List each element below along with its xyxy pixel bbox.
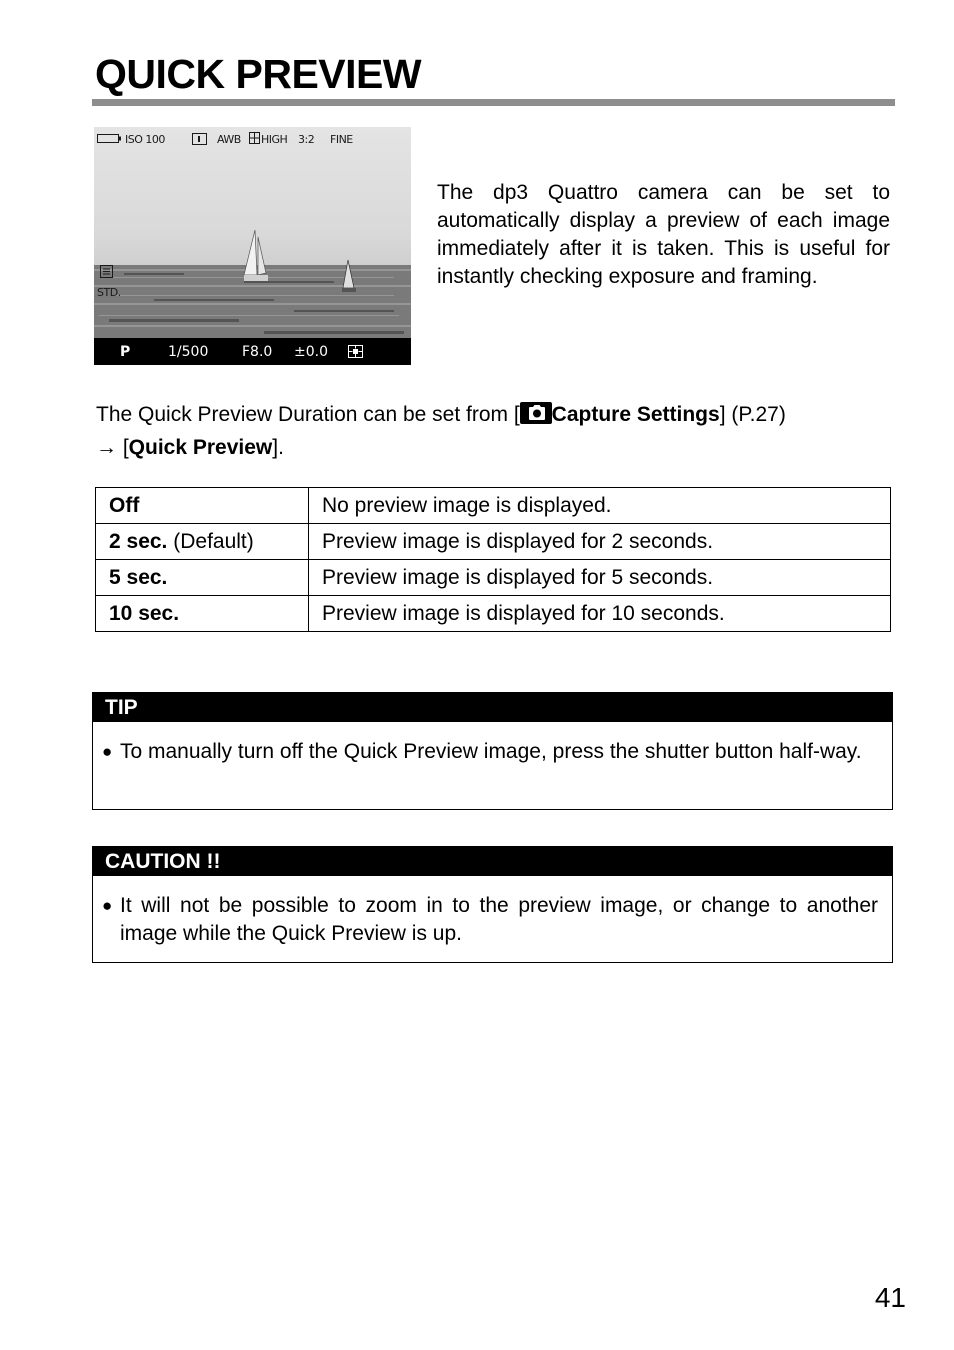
tip-body [93, 722, 892, 766]
arrow-icon: → [96, 436, 117, 459]
bullet-icon: ● [102, 742, 113, 761]
menu-item-open: [ [117, 436, 129, 459]
table-row [96, 524, 891, 560]
lcd-preview-image [94, 127, 411, 365]
page-title: QUICK PREVIEW [95, 51, 422, 97]
seascape-photo [94, 127, 411, 365]
sailboat-left [244, 230, 268, 281]
bullet-icon: ● [102, 896, 113, 915]
option-description: Preview image is displayed for 5 seconds. [309, 560, 891, 596]
caution-heading: CAUTION !! [93, 847, 892, 876]
color-mode: STD. [97, 286, 121, 299]
table-row [96, 560, 891, 596]
caution-box [92, 846, 893, 963]
menu-item-close: ]. [272, 436, 284, 459]
exposure-info-bar [94, 338, 411, 365]
option-label: 10 sec. [109, 601, 180, 625]
caution-body [93, 876, 892, 948]
shutter-speed: 1/500 [168, 344, 209, 360]
menu-path-paragraph [96, 400, 891, 463]
option-description: Preview image is displayed for 2 seconds. [309, 524, 891, 560]
option-description: No preview image is displayed. [309, 488, 891, 524]
menu-path-prefix: The Quick Preview Duration can be set from [ [96, 403, 520, 426]
menu-item-name: Quick Preview [128, 436, 273, 459]
option-label-cell [96, 560, 309, 596]
option-label-cell [96, 488, 309, 524]
option-description: Preview image is displayed for 10 seconds. [309, 596, 891, 632]
tip-text: To manually turn off the Quick Preview image, press the shutter button half-way. [120, 740, 862, 763]
exposure-compensation: ±0.0 [294, 344, 328, 360]
white-balance: AWB [217, 133, 241, 146]
option-label-cell [96, 524, 309, 560]
page-number: 41 [874, 1282, 906, 1313]
menu-name: Capture Settings [551, 403, 720, 426]
title-divider [92, 99, 895, 106]
duration-options-table [95, 487, 891, 632]
iso-value: ISO 100 [125, 133, 165, 146]
option-note: (Default) [167, 529, 254, 553]
option-label: Off [109, 493, 140, 517]
aspect-ratio: 3:2 [298, 133, 315, 146]
tip-heading: TIP [93, 693, 892, 722]
intro-paragraph: The dp3 Quattro camera can be set to automatically display a preview of each image immediately after it is taken. This is useful for instantly checking exposure and framing. [437, 181, 890, 288]
option-label: 2 sec. [109, 529, 168, 553]
image-quality: HIGH [261, 133, 288, 146]
table-row [96, 488, 891, 524]
camera-icon [520, 402, 552, 433]
table-row [96, 596, 891, 632]
jpeg-quality: FINE [330, 133, 353, 146]
shooting-mode: P [120, 344, 131, 360]
option-label: 5 sec. [109, 565, 168, 589]
aperture-value: F8.0 [242, 344, 273, 360]
option-label-cell [96, 596, 309, 632]
caution-text: It will not be possible to zoom in to the preview image, or change to another image while the Quick Preview is up. [120, 894, 878, 945]
tip-box [92, 692, 893, 810]
menu-page-ref: ] (P.27) [719, 403, 786, 426]
